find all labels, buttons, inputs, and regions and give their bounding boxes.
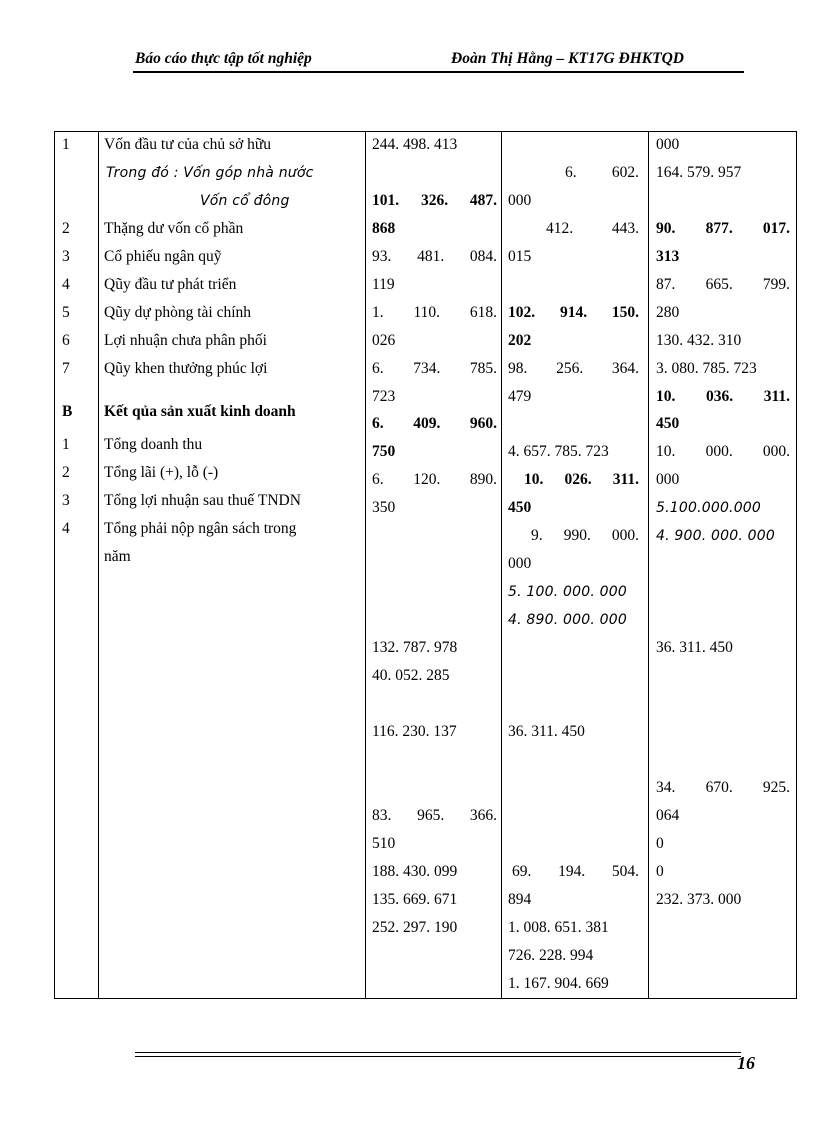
value-cell: 164. 579. 957 — [656, 164, 742, 181]
value-cell: 188. 430. 099 — [372, 863, 458, 880]
value-cell: 450 — [656, 415, 680, 432]
value-cell: 36. 311. 450 — [656, 639, 733, 656]
value-cell: 10. 000. 000. — [656, 443, 790, 460]
row-label: Tổng doanh thu — [104, 436, 203, 453]
value-cell: 479 — [508, 388, 532, 405]
value-cell: 98. 256. 364. — [508, 360, 639, 377]
value-cell: 450 — [508, 499, 532, 516]
value-cell: 000 — [508, 192, 532, 209]
value-cell: 1. 110. 618. — [372, 304, 497, 321]
value-cell: 116. 230. 137 — [372, 723, 457, 740]
value-cell: 0 — [656, 835, 664, 852]
value-cell: 026 — [372, 332, 396, 349]
row-number: B — [62, 403, 73, 420]
header-author: Đoàn Thị Hằng – KT17G ĐHKTQD — [451, 50, 684, 67]
value-cell: 750 — [372, 443, 396, 460]
value-cell: 000 — [656, 136, 680, 153]
header-rule — [133, 71, 744, 73]
row-number: 1 — [62, 136, 70, 153]
value-cell: 064 — [656, 807, 680, 824]
row-label: Qũy khen thưởng phúc lợi — [104, 360, 268, 377]
value-cell: 868 — [372, 220, 396, 237]
row-label: Tổng phải nộp ngân sách trong — [104, 520, 297, 537]
row-number: 1 — [62, 436, 70, 453]
value-cell: 102. 914. 150. — [508, 304, 639, 321]
footer-rule — [135, 1052, 741, 1053]
value-cell: 000 — [656, 471, 680, 488]
value-cell: 101. 326. 487. — [372, 192, 497, 209]
value-cell: 000 — [508, 555, 532, 572]
table-divider-4 — [648, 131, 649, 999]
row-number: 2 — [62, 220, 70, 237]
value-cell: 6. 734. 785. — [372, 360, 497, 377]
value-cell: 3. 080. 785. 723 — [656, 360, 757, 377]
value-cell: 69. 194. 504. — [512, 863, 639, 880]
header-report-title: Báo cáo thực tập tốt nghiệp — [135, 50, 312, 67]
row-label: Qũy dự phòng tài chính — [104, 304, 252, 321]
value-cell: 726. 228. 994 — [508, 947, 594, 964]
value-cell: 313 — [656, 248, 680, 265]
row-label: Tổng lợi nhuận sau thuế TNDN — [104, 492, 301, 509]
row-number: 4 — [62, 276, 70, 293]
value-cell: 9. 990. 000. — [531, 527, 639, 544]
value-cell: 4. 890. 000. 000 — [508, 612, 627, 628]
value-cell: 350 — [372, 499, 396, 516]
value-cell: 4. 900. 000. 000 — [656, 528, 775, 544]
value-cell: 894 — [508, 891, 532, 908]
row-label: Thặng dư vốn cổ phần — [104, 220, 244, 237]
row-number: 3 — [62, 248, 70, 265]
value-cell: 244. 498. 413 — [372, 136, 458, 153]
value-cell: 90. 877. 017. — [656, 220, 790, 237]
value-cell: 6. 409. 960. — [372, 415, 497, 432]
page-number: 16 — [737, 1053, 755, 1073]
value-cell: 252. 297. 190 — [372, 919, 458, 936]
value-cell: 87. 665. 799. — [656, 276, 790, 293]
row-label: Tổng lãi (+), lỗ (-) — [104, 464, 219, 481]
section-heading: Kết qủa sản xuất kinh doanh — [104, 403, 296, 420]
value-cell: 36. 311. 450 — [508, 723, 585, 740]
value-cell: 6. 120. 890. — [372, 471, 497, 488]
row-label: Vốn đầu tư của chủ sở hữu — [104, 136, 272, 153]
value-cell: 5. 100. 000. 000 — [508, 584, 627, 600]
table-divider-1 — [98, 131, 99, 999]
value-cell: 83. 965. 366. — [372, 807, 497, 824]
value-cell: 1. 008. 651. 381 — [508, 919, 609, 936]
table-divider-3 — [501, 131, 502, 999]
row-number: 6 — [62, 332, 70, 349]
value-cell: 119 — [372, 276, 395, 293]
row-label: Qũy đầu tư phát triển — [104, 276, 237, 293]
value-cell: 0 — [656, 863, 664, 880]
value-cell: 93. 481. 084. — [372, 248, 497, 265]
value-cell: 015 — [508, 248, 532, 265]
value-cell: 130. 432. 310 — [656, 332, 742, 349]
row-label: Vốn cổ đông — [200, 193, 290, 209]
value-cell: 280 — [656, 304, 680, 321]
value-cell: 202 — [508, 332, 532, 349]
value-cell: 135. 669. 671 — [372, 891, 458, 908]
value-cell: 5.100.000.000 — [656, 500, 762, 516]
value-cell: 1. 167. 904. 669 — [508, 975, 609, 992]
value-cell: 10. 036. 311. — [656, 388, 790, 405]
row-number: 2 — [62, 464, 70, 481]
value-cell: 10. 026. 311. — [524, 471, 639, 488]
row-label: Cổ phiếu ngân quỹ — [104, 248, 222, 265]
value-cell: 132. 787. 978 — [372, 639, 458, 656]
value-cell: 34. 670. 925. — [656, 779, 790, 796]
value-cell: 40. 052. 285 — [372, 667, 450, 684]
row-label: Lợi nhuận chưa phân phối — [104, 332, 267, 349]
value-cell: 232. 373. 000 — [656, 891, 742, 908]
table-divider-2 — [365, 131, 366, 999]
row-number: 5 — [62, 304, 70, 321]
row-label: Trong đó : Vốn góp nhà nước — [106, 165, 314, 181]
value-cell: 510 — [372, 835, 396, 852]
value-cell: 723 — [372, 388, 396, 405]
footer-rule — [135, 1056, 741, 1057]
row-number: 3 — [62, 492, 70, 509]
row-number: 7 — [62, 360, 70, 377]
value-cell: 4. 657. 785. 723 — [508, 443, 609, 460]
row-label: năm — [104, 548, 131, 565]
row-number: 4 — [62, 520, 70, 537]
